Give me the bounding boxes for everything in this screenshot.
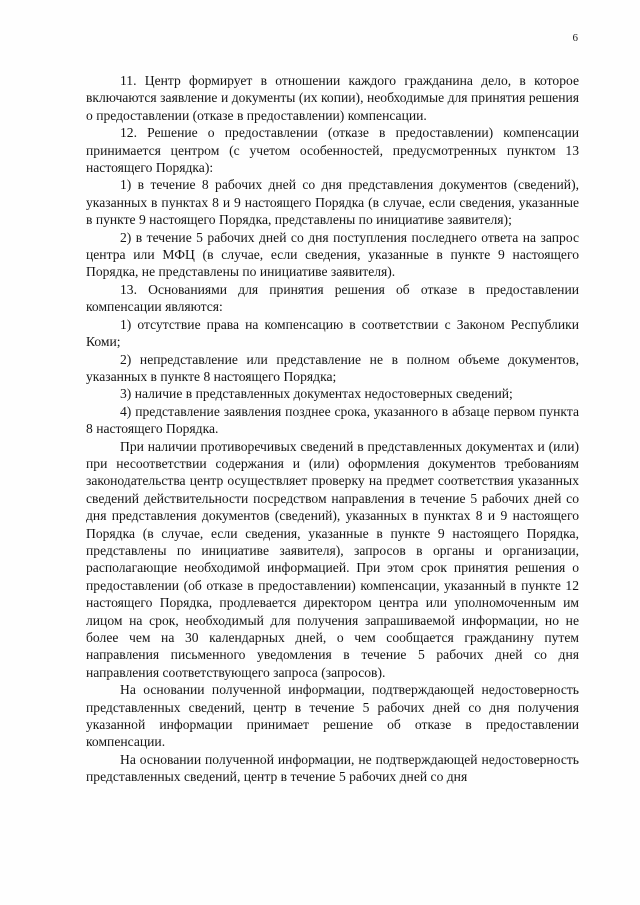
paragraph-13-item-2: 2) непредставление или представление не в полном объеме документов, указанных в пункте 8 настоящего Порядка;	[86, 351, 579, 384]
paragraph-11: 11. Центр формирует в отношении каждого гражданина дело, в которое включаются заявление и документы (их копии), необходимые для принятия решения о предоставлении (отказе в предоставлении) компенсации.	[86, 73, 579, 123]
paragraph-12-item-1: 1) в течение 8 рабочих дней со дня представления документов (сведений), указанных в пунктах 8 и 9 настоящего Порядка (в случае, если сведения, указанные в пункте 9 настоящего Порядка, представлены по инициативе заявителя);	[86, 177, 579, 228]
paragraph-contradictory-info: При наличии противоречивых сведений в представленных документах и (или) при несоответствии содержания и (или) оформления документов требованиям законодательства центр осуществляет проверку на предмет соответствия указанных сведений действительности посредством направления в течение 5 рабочих дней со дня представления документов (сведений), указанных в пунктах 8 и 9 настоящего Порядка (в случае, если сведения, указанные в пункте 9 настоящего Порядка, представлены по инициативе заявителя), запросов в органы и организации, располагающие необходимой информацией. При этом срок принятия решения о предоставлении (об отказе в предоставлении) компенсации, указанный в пункте 12 настоящего Порядка, продлевается директором центра или уполномоченным им лицом на срок, необходимый для получения запрашиваемой информации, но не более чем на 30 календарных дней, о чем сообщается гражданину путем направления письменного уведомления в течение 5 рабочих дней со дня направления соответствующего запроса (запросов).	[86, 438, 579, 680]
paragraph-continuation: На основании полученной информации, не подтверждающей недостоверность представленных сведений, центр в течение 5 рабочих дней со дня	[86, 751, 579, 785]
page-number: 6	[572, 32, 578, 44]
paragraph-13-item-4: 4) представление заявления позднее срока, указанного в абзаце первом пункта 8 настоящего Порядка.	[86, 403, 579, 437]
paragraph-refusal-decision: На основании полученной информации, подтверждающей недостоверность представленных сведений, центр в течение 5 рабочих дней со дня получения указанной информации принимает решение об отказе в предоставлении компенсации.	[86, 682, 579, 750]
document-body	[86, 72, 579, 786]
paragraph-13-item-1: 1) отсутствие права на компенсацию в соответствии с Законом Республики Коми;	[86, 316, 579, 350]
paragraph-13: 13. Основаниями для принятия решения об отказе в предоставлении компенсации являются:	[86, 281, 579, 315]
paragraph-13-item-3: 3) наличие в представленных документах недостоверных сведений;	[120, 386, 513, 402]
paragraph-12-item-2: 2) в течение 5 рабочих дней со дня поступления последнего ответа на запрос центра или МФЦ (в случае, если сведения, указанные в пункте 9 настоящего Порядка, не представлены по инициативе заявителя).	[86, 229, 579, 280]
paragraph-12: 12. Решение о предоставлении (отказе в предоставлении) компенсации принимается центром (с учетом особенностей, предусмотренных пунктом 13 настоящего Порядка):	[86, 125, 579, 176]
